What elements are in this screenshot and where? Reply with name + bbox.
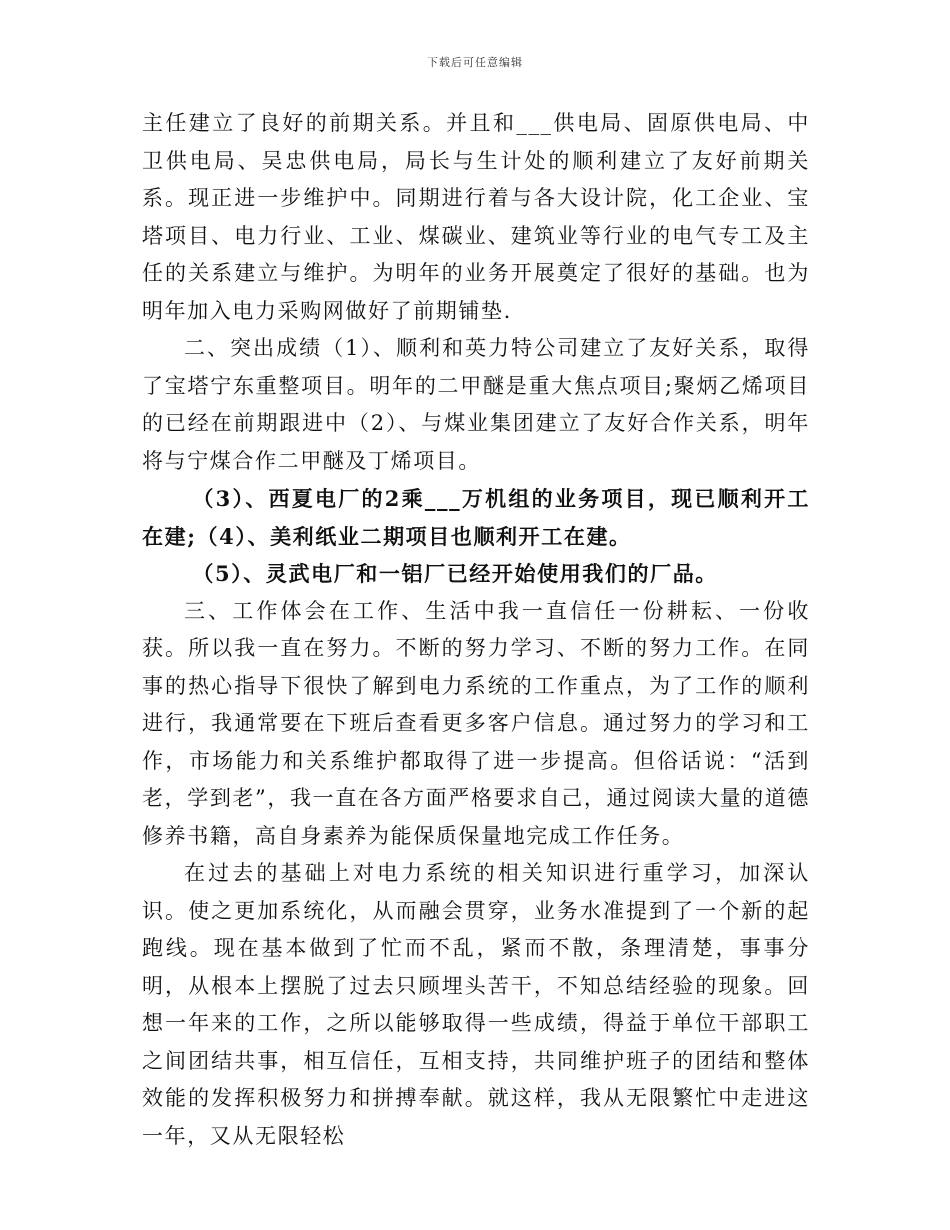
paragraph-projects-bold: （3）、西夏电厂的2乘___万机组的业务项目，现已顺利开工在建;（4）、美利纸业二期项目也顺利开工在建。 (142, 486, 810, 549)
document-body (142, 105, 810, 1155)
paragraph-products-bold: （5）、灵武电厂和一铝厂已经开始使用我们的厂品。 (192, 561, 718, 586)
paragraph-achievements: 二、突出成绩（1）、顺利和英力特公司建立了友好关系，取得了宝塔宁东重整项目。明年的二甲醚是重大焦点项目;聚炳乙烯项目的已经在前期跟进中（2）、与煤业集团建立了友好合作关系，明年将与宁煤合作二甲醚及丁烯项目。 (142, 336, 810, 473)
paragraph-experience: 三、工作体会在工作、生活中我一直信任一份耕耘、一份收获。所以我一直在努力。不断的努力学习、不断的努力工作。在同事的热心指导下很快了解到电力系统的工作重点，为了工作的顺利进行，我通常要在下班后查看更多客户信息。通过努力的学习和工作，市场能力和关系维护都取得了进一步提高。但俗话说：“活到老，学到老”，我一直在各方面严格要求自己，通过阅读大量的道德修养书籍，高自身素养为能保质保量地完成工作任务。 (142, 598, 810, 848)
page-header: 下载后可任意编辑 (427, 56, 523, 69)
paragraph-learning: 在过去的基础上对电力系统的相关知识进行重学习，加深认识。使之更加系统化，从而融会贯穿，业务水准提到了一个新的起跑线。现在基本做到了忙而不乱，紧而不散，条理清楚，事事分明，从根本上摆脱了过去只顾埋头苦干，不知总结经验的现象。回想一年来的工作，之所以能够取得一些成绩，得益于单位干部职工之间团结共事，相互信任，互相支持，共同维护班子的团结和整体效能的发挥积极努力和拼搏奉献。就这样，我从无限繁忙中走进这一年，又从无限轻松 (142, 861, 810, 1148)
paragraph-relations: 主任建立了良好的前期关系。并且和___供电局、固原供电局、中卫供电局、吴忠供电局，局长与生计处的顺利建立了友好前期关系。现正进一步维护中。同期进行着与各大设计院，化工企业、宝塔项目、电力行业、工业、煤碳业、建筑业等行业的电气专工及主任的关系建立与维护。为明年的业务开展奠定了很好的基础。也为明年加入电力采购网做好了前期铺垫. (142, 111, 810, 323)
